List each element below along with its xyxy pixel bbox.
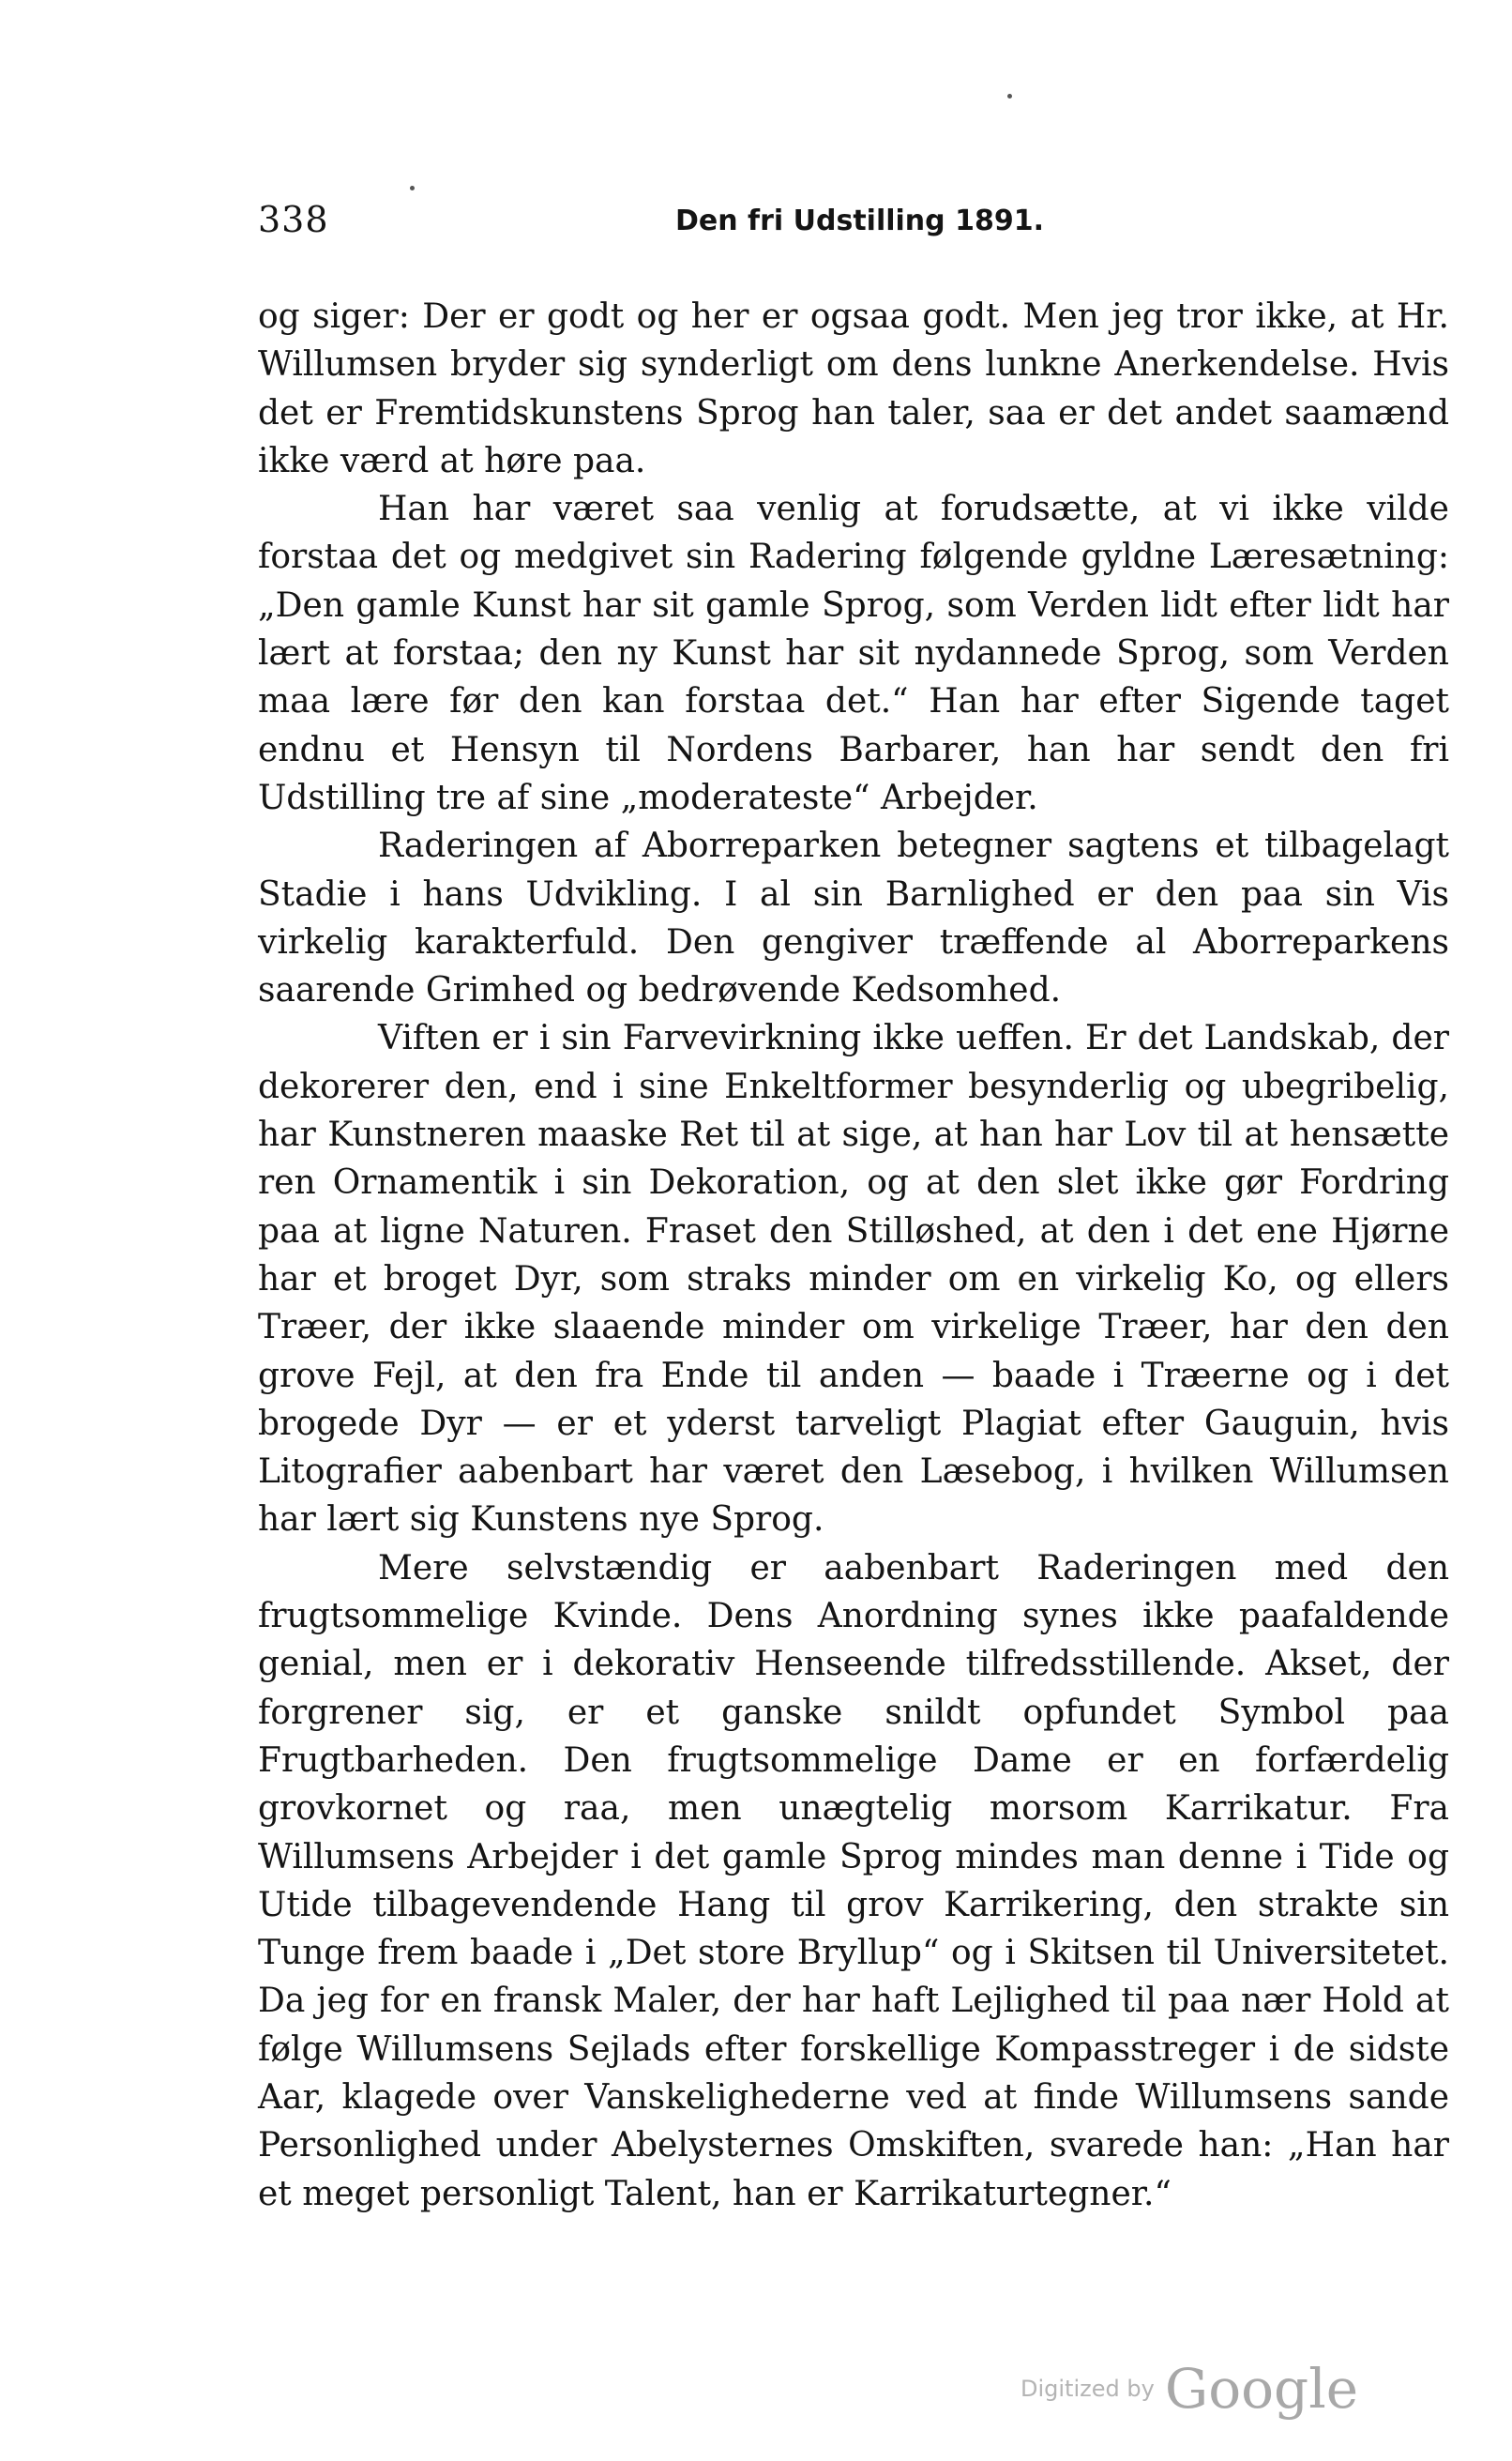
page-header (258, 199, 1449, 255)
google-logo: Google (1164, 2357, 1359, 2421)
running-title: Den fri Udstilling 1891. (675, 205, 1044, 237)
paragraph-frugtsommelige-kvinde: Mere selvstændig er aabenbart Raderingen med den frugtsommelige Kvinde. Dens Anordning synes ikke paafaldende genial, men er i dekorativ Henseende tilfredsstillende. Akset, der forgrener sig, er et ganske snildt opfundet Symbol paa Frugtbarheden. Den frugtsommelige Dame er en forfærdelig grovkornet og raa, men unægtelig morsom Karrikatur. Fra Willumsens Arbejder i det gamle Sprog mindes man denne i Tide og Utide tilbagevendende Hang til grov Karrikering, den strakte sin Tunge frem baade i „Det store Bryllup“ og i Skitsen til Universitetet. Da jeg for en fransk Maler, der har haft Lejlighed til paa nær Hold at følge Willumsens Sejlads efter forskellige Kompasstreger i de sidste Aar, klagede over Vanskelighederne ved at finde Willumsens sande Personlighed under Abelysternes Omskiften, svarede han: „Han har et meget personligt Talent, han er Karrikaturtegner.“ (258, 1548, 1449, 2213)
page-number: 338 (258, 199, 329, 240)
ink-speck (1007, 94, 1012, 99)
body-text (258, 293, 1449, 2218)
google-digitized-watermark (1021, 2357, 1358, 2421)
paragraph-continuation: og siger: Der er godt og her er ogsaa godt. Men jeg tror ikke, at Hr. Willumsen bryder sig synderligt om dens lunkne Anerkendelse. Hvis det er Fremtidskunstens Sprog han taler, saa er det andet saamænd ikke værd at høre paa. (258, 297, 1449, 480)
ink-speck (410, 186, 415, 190)
paragraph-laeresaetning: Han har været saa venlig at forudsætte, at vi ikke vilde forstaa det og medgivet sin Radering følgende gyldne Læresætning: „Den gamle Kunst har sit gamle Sprog, som Verden lidt efter lidt har lært at forstaa; den ny Kunst har sit nydannede Sprog, som Verden maa lære før den kan forstaa det.“ Han har efter Sigende taget endnu et Hensyn til Nordens Barbarer, han har sendt den fri Udstilling tre af sine „moderateste“ Arbejder. (258, 490, 1449, 817)
digitized-by-label: Digitized by (1021, 2376, 1155, 2402)
paragraph-viften: Viften er i sin Farvevirkning ikke ueffen. Er det Landskab, der dekorerer den, end i sine Enkeltformer besynderlig og ubegribelig, har Kunstneren maaske Ret til at sige, at han har Lov til at hensætte ren Ornamentik i sin Dekoration, og at den slet ikke gør Fordring paa at ligne Naturen. Fraset den Stilløshed, at den i det ene Hjørne har et broget Dyr, som straks minder om en virkelig Ko, og ellers Træer, der ikke slaaende minder om virkelige Træer, har den den grove Fejl, at den fra Ende til anden — baade i Træerne og i det brogede Dyr — er et yderst tarveligt Plagiat efter Gauguin, hvis Litografier aabenbart har været den Læsebog, i hvilken Willumsen har lært sig Kunstens nye Sprog. (258, 1019, 1449, 1540)
paragraph-aborreparken: Raderingen af Aborreparken betegner sagtens et tilbagelagt Stadie i hans Udvikling. I al sin Barnlighed er den paa sin Vis virkelig karakterfuld. Den gengiver træffende al Aborreparkens saarende Grimhed og bedrøvende Kedsomhed. (258, 827, 1449, 1010)
